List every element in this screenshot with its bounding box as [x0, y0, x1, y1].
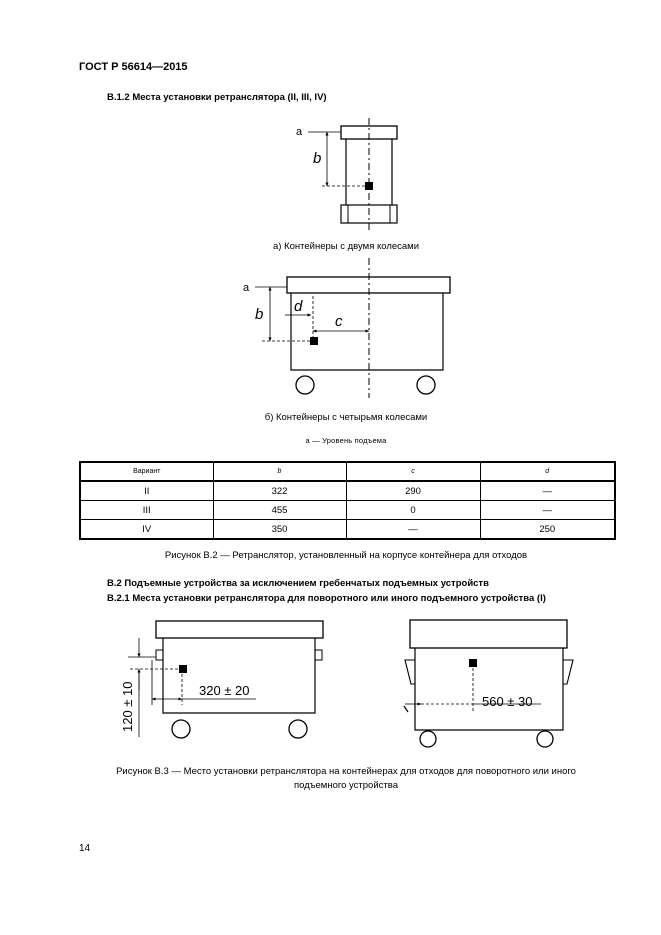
diagram-b-label-a: a: [243, 282, 250, 294]
table-cell: —: [346, 520, 480, 540]
table-cell: IV: [80, 520, 213, 540]
diagram-b-label-b: b: [255, 306, 264, 323]
table-cell: III: [80, 501, 213, 520]
transponder-marker: [365, 182, 373, 190]
table-cell: II: [80, 481, 213, 501]
caption-diagram-b: б) Контейнеры с четырьмя колесами: [264, 412, 428, 423]
table-cell: 0: [346, 501, 480, 520]
table-cell: 250: [480, 520, 615, 540]
table-cell: 350: [213, 520, 346, 540]
table-header-cell: c: [346, 462, 480, 481]
table-header-cell: b: [213, 462, 346, 481]
page-number: 14: [79, 843, 91, 854]
note-lift-level: a — Уровень подъема: [305, 436, 387, 445]
table-header-row: [80, 462, 615, 481]
table-row: [80, 501, 615, 520]
table-cell: 455: [213, 501, 346, 520]
table-header-cell: Вариант: [80, 462, 213, 481]
section-title-b12: В.1.2 Места установки ретранслятора (II, III, IV): [107, 92, 327, 103]
dim-horizontal-560: 560 ± 30: [482, 694, 533, 709]
dim-vertical-120: 120 ± 10: [120, 681, 135, 732]
diagram-four-wheel-container: [255, 258, 450, 398]
transponder-marker: [179, 665, 187, 673]
transponder-marker: [469, 659, 477, 667]
transponder-marker: [310, 337, 318, 345]
diagram-a-label-b: b: [313, 150, 322, 167]
diagram-two-wheel-container: [308, 118, 397, 232]
table-cell: —: [480, 501, 615, 520]
variants-table: [79, 461, 616, 540]
diagram-b-label-c: c: [335, 313, 343, 330]
figure-b3-caption-line1: Рисунок В.3 — Место установки ретранслятора на контейнерах для отходов для поворотного или иного: [116, 766, 576, 777]
diagram-a-label-a: a: [296, 126, 303, 138]
caption-diagram-a: а) Контейнеры с двумя колесами: [272, 241, 420, 252]
table-cell: 290: [346, 481, 480, 501]
table-cell: 322: [213, 481, 346, 501]
section-subtitle-b21: В.2.1 Места установки ретранслятора для поворотного или иного подъемного устройства (I): [107, 593, 546, 604]
dim-horizontal-320: 320 ± 20: [199, 683, 250, 698]
document-header: ГОСТ Р 56614—2015: [79, 61, 188, 73]
table-header-cell: d: [480, 462, 615, 481]
table-row: [80, 481, 615, 501]
figure-b3-caption-line2: подъемного устройства: [294, 780, 398, 791]
diagram-b-label-d: d: [294, 298, 303, 315]
table-row: [80, 520, 615, 540]
figure-b2-caption: Рисунок В.2 — Ретранслятор, установленный на корпусе контейнера для отходов: [164, 550, 528, 561]
section-title-b2: В.2 Подъемные устройства за исключением гребенчатых подъемных устройств: [107, 578, 489, 589]
diagram-b3-left: [128, 621, 323, 738]
table-cell: —: [480, 481, 615, 501]
diagram-b3-right: [404, 620, 573, 747]
